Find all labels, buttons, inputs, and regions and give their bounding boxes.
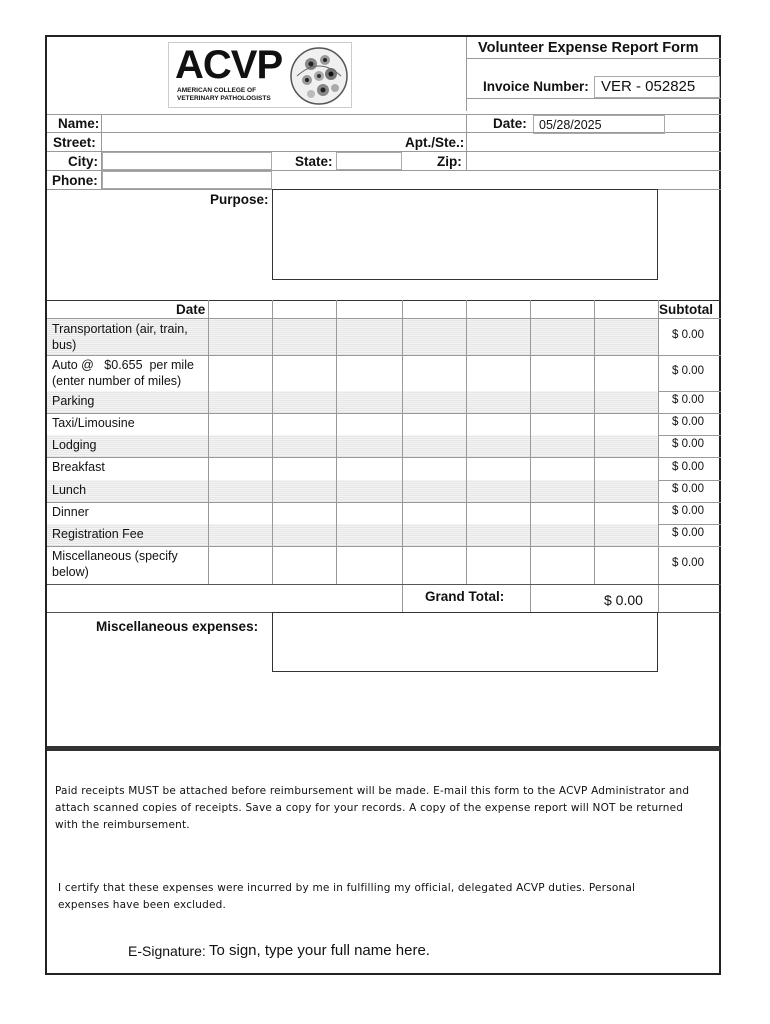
expense-cell[interactable]	[273, 525, 335, 545]
purpose-label: Purpose:	[210, 192, 269, 207]
expense-row	[47, 457, 721, 480]
phone-label: Phone:	[52, 173, 98, 188]
city-field[interactable]	[102, 152, 272, 170]
row-subtotal: $ 0.00	[672, 461, 704, 473]
expense-cell[interactable]	[337, 547, 399, 583]
expense-cell[interactable]	[531, 503, 593, 523]
form-title: Volunteer Expense Report Form	[478, 40, 699, 56]
expense-cell[interactable]	[403, 481, 465, 501]
expense-cell[interactable]	[595, 503, 657, 523]
expense-row-label: Miscellaneous (specify below)	[52, 549, 178, 579]
expense-cell[interactable]	[273, 458, 335, 479]
expense-row-label: Breakfast	[52, 460, 105, 474]
state-label: State:	[295, 154, 333, 169]
expense-cell[interactable]	[531, 458, 593, 479]
expense-cell[interactable]	[209, 458, 271, 479]
miles-instruction: (enter number of miles)	[52, 374, 182, 388]
expense-row-label: Transportation (air, train, bus)	[52, 322, 188, 352]
expense-cell[interactable]	[403, 392, 465, 412]
expense-cell[interactable]	[273, 547, 335, 583]
expense-cell[interactable]	[595, 356, 657, 390]
logo-subtitle-1: AMERICAN COLLEGE OF	[177, 87, 257, 94]
row-subtotal: $ 0.00	[672, 505, 704, 517]
expense-cell[interactable]	[467, 320, 529, 354]
mileage-rate: $0.655	[104, 358, 150, 372]
date-field[interactable]	[533, 115, 665, 134]
street-field[interactable]	[102, 133, 402, 151]
row-subtotal: $ 0.00	[672, 329, 704, 341]
row-subtotal: $ 0.00	[672, 557, 704, 569]
expense-cell[interactable]	[209, 356, 271, 390]
expense-row	[47, 502, 721, 524]
expense-cell[interactable]	[273, 481, 335, 501]
expense-cell[interactable]	[403, 547, 465, 583]
expense-cell[interactable]	[209, 503, 271, 523]
expense-cell[interactable]	[531, 392, 593, 412]
expense-cell[interactable]	[531, 436, 593, 456]
expense-cell[interactable]	[209, 481, 271, 501]
row-subtotal: $ 0.00	[672, 483, 704, 495]
expense-cell[interactable]	[337, 458, 399, 479]
expense-cell[interactable]	[531, 356, 593, 390]
expense-row	[47, 435, 721, 457]
esignature-label: E-Signature:	[128, 943, 206, 959]
expense-cell[interactable]	[273, 436, 335, 456]
expense-cell[interactable]	[595, 481, 657, 501]
expense-cell[interactable]	[337, 392, 399, 412]
expense-cell[interactable]	[273, 320, 335, 354]
expense-cell[interactable]	[531, 481, 593, 501]
expense-cell[interactable]	[467, 458, 529, 479]
apt-label: Apt./Ste.:	[405, 135, 465, 150]
expense-row-label: Dinner	[52, 505, 89, 519]
zip-label: Zip:	[437, 154, 462, 169]
row-subtotal: $ 0.00	[672, 416, 704, 428]
invoice-number-value: VER - 052825	[601, 78, 696, 95]
expense-row-label: Lunch	[52, 483, 87, 497]
misc-expenses-label: Miscellaneous expenses:	[96, 619, 259, 634]
expense-cell[interactable]	[403, 525, 465, 545]
invoice-number-field[interactable]	[594, 76, 720, 98]
expense-row-label: Taxi/Limousine	[52, 416, 135, 430]
logo-subtitle-2: VETERINARY PATHOLOGISTS	[177, 95, 271, 102]
expense-cell[interactable]	[337, 356, 399, 390]
logo-text: ACVP	[175, 43, 283, 87]
expense-cell[interactable]	[209, 525, 271, 545]
expense-cell[interactable]	[209, 436, 271, 456]
expense-cell[interactable]	[531, 414, 593, 434]
expense-cell[interactable]	[273, 356, 335, 390]
row-subtotal: $ 0.00	[672, 438, 704, 450]
date-header: Date	[176, 302, 206, 317]
expense-cell[interactable]	[337, 503, 399, 523]
expense-cell[interactable]	[467, 436, 529, 456]
expense-cell[interactable]	[273, 392, 335, 412]
expense-cell[interactable]	[403, 356, 465, 390]
cells-emblem-icon	[289, 46, 349, 106]
acvp-logo	[168, 42, 352, 108]
expense-cell[interactable]	[595, 458, 657, 479]
apt-field[interactable]	[467, 133, 720, 151]
expense-cell[interactable]	[467, 503, 529, 523]
misc-expenses-field[interactable]	[272, 612, 658, 672]
grand-total-label: Grand Total:	[425, 589, 505, 604]
expense-cell[interactable]	[403, 436, 465, 456]
expense-cell[interactable]	[467, 525, 529, 545]
expense-cell[interactable]	[337, 525, 399, 545]
name-field[interactable]	[102, 115, 466, 132]
expense-cell[interactable]	[467, 481, 529, 501]
expense-cell[interactable]	[337, 481, 399, 501]
expense-row-label: Parking	[52, 394, 95, 408]
receipts-notice: Paid receipts MUST be attached before reimbursement will be made. E-mail this form to the ACVP Administrator and attach scanned copies of receipts. Save a copy for your records. A copy of the expense report will NOT be returned with the reimbursement.	[55, 785, 690, 831]
purpose-field[interactable]	[272, 189, 658, 280]
expense-row	[47, 480, 721, 502]
expense-cell[interactable]	[209, 320, 271, 354]
expense-cell[interactable]	[337, 436, 399, 456]
expense-cell[interactable]	[403, 414, 465, 434]
expense-cell[interactable]	[531, 320, 593, 354]
expense-cell[interactable]	[531, 525, 593, 545]
expense-cell[interactable]	[595, 320, 657, 354]
expense-cell[interactable]	[403, 320, 465, 354]
row-subtotal: $ 0.00	[672, 365, 704, 377]
divider	[47, 746, 721, 751]
expense-cell[interactable]	[595, 436, 657, 456]
expense-cell[interactable]	[209, 414, 271, 434]
expense-row	[47, 413, 721, 435]
name-label: Name:	[58, 116, 100, 131]
expense-row-label: Registration Fee	[52, 527, 144, 541]
expense-cell[interactable]	[467, 356, 529, 390]
expense-cell[interactable]	[595, 525, 657, 545]
expense-cell[interactable]	[531, 547, 593, 583]
expense-cell[interactable]	[337, 414, 399, 434]
expense-cell[interactable]	[337, 320, 399, 354]
state-field[interactable]	[336, 152, 402, 170]
date-label: Date:	[493, 116, 527, 131]
certification-text: I certify that these expenses were incurred by me in fulfilling my official, delegated ACVP duties. Personal expenses have been excluded.	[58, 882, 636, 911]
expense-cell[interactable]	[467, 414, 529, 434]
expense-cell[interactable]	[595, 547, 657, 583]
expense-cell[interactable]	[403, 458, 465, 479]
expense-cell[interactable]	[467, 547, 529, 583]
expense-cell[interactable]	[273, 414, 335, 434]
esignature-field[interactable]: To sign, type your full name here.	[209, 942, 430, 959]
expense-row-label	[52, 357, 194, 389]
expense-cell[interactable]	[595, 414, 657, 434]
per-mile-label: per mile	[149, 358, 194, 372]
expense-row	[47, 391, 721, 413]
zip-field[interactable]	[467, 152, 720, 170]
expense-row	[47, 524, 721, 546]
expense-cell[interactable]	[403, 503, 465, 523]
expense-cell[interactable]	[209, 547, 271, 583]
expense-cell[interactable]	[595, 392, 657, 412]
grand-total-value: $ 0.00	[604, 592, 643, 608]
expense-cell[interactable]	[209, 392, 271, 412]
invoice-label: Invoice Number:	[483, 79, 589, 94]
auto-label: Auto @	[52, 358, 105, 372]
phone-field[interactable]	[102, 171, 272, 189]
subtotal-header: Subtotal	[659, 302, 713, 317]
city-label: City:	[68, 154, 98, 169]
expense-cell[interactable]	[467, 392, 529, 412]
street-label: Street:	[53, 135, 96, 150]
row-subtotal: $ 0.00	[672, 527, 704, 539]
row-subtotal: $ 0.00	[672, 394, 704, 406]
date-value: 05/28/2025	[539, 118, 602, 132]
expense-row-label: Lodging	[52, 438, 97, 452]
expense-cell[interactable]	[273, 503, 335, 523]
